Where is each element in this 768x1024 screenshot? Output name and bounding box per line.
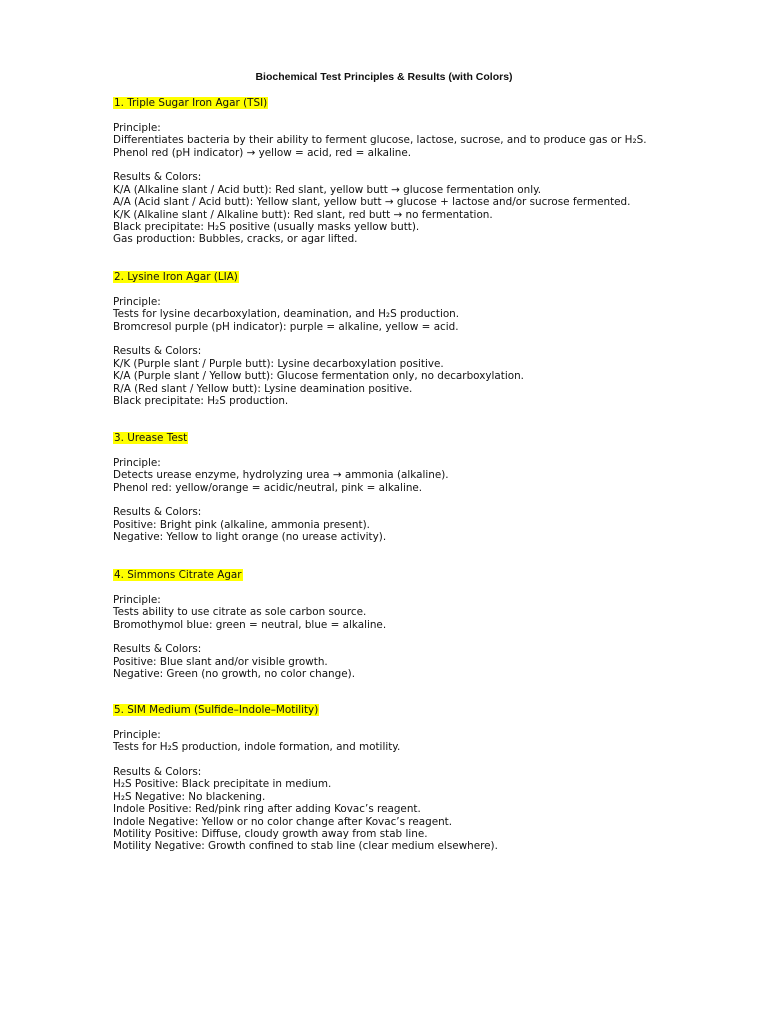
results-label: Results & Colors:	[113, 765, 202, 778]
result-line: Indole Negative: Yellow or no color change after Kovac’s reagent.	[113, 815, 453, 828]
result-line: Positive: Blue slant and/or visible growth.	[113, 655, 328, 668]
principle-label: Principle:	[113, 456, 161, 469]
result-line: K/K (Alkaline slant / Alkaline butt): Red slant, red butt → no fermentation.	[113, 208, 493, 221]
section-heading: 3. Urease Test	[114, 432, 188, 444]
section-citrate	[113, 569, 713, 681]
result-line: Motility Negative: Growth confined to stab line (clear medium elsewhere).	[113, 840, 498, 853]
result-line: K/A (Alkaline slant / Acid butt): Red slant, yellow butt → glucose fermentation only.	[113, 183, 542, 196]
section-sim	[113, 704, 713, 853]
result-line: Negative: Yellow to light orange (no urease activity).	[113, 531, 387, 544]
principle-label: Principle:	[113, 728, 161, 741]
results-label: Results & Colors:	[113, 506, 202, 519]
result-line: Indole Positive: Red/pink ring after adding Kovac’s reagent.	[113, 803, 421, 816]
section-urease	[113, 432, 713, 544]
result-line: K/A (Purple slant / Yellow butt): Glucose fermentation only, no decarboxylation.	[113, 370, 524, 383]
results-label: Results & Colors:	[113, 643, 202, 656]
results-label: Results & Colors:	[113, 171, 202, 184]
principle-line: Phenol red (pH indicator) → yellow = acid, red = alkaline.	[113, 146, 412, 159]
principle-line: Tests for lysine decarboxylation, deamination, and H₂S production.	[113, 308, 460, 321]
principle-line: Bromcresol purple (pH indicator): purple = alkaline, yellow = acid.	[113, 320, 459, 333]
section-heading: 4. Simmons Citrate Agar	[114, 569, 242, 581]
section-heading: 5. SIM Medium (Sulfide–Indole–Motility)	[114, 704, 319, 716]
section-heading: 1. Triple Sugar Iron Agar (TSI)	[114, 97, 268, 109]
principle-line: Detects urease enzyme, hydrolyzing urea → ammonia (alkaline).	[113, 469, 449, 482]
result-line: R/A (Red slant / Yellow butt): Lysine deamination positive.	[113, 382, 413, 395]
result-line: K/K (Purple slant / Purple butt): Lysine decarboxylation positive.	[113, 357, 444, 370]
document-title: Biochemical Test Principles & Results (with Colors)	[255, 71, 513, 83]
result-line: Gas production: Bubbles, cracks, or agar lifted.	[113, 233, 358, 246]
result-line: H₂S Negative: No blackening.	[113, 790, 266, 803]
section-lia	[113, 271, 713, 407]
result-line: Positive: Bright pink (alkaline, ammonia present).	[113, 518, 370, 531]
results-label: Results & Colors:	[113, 345, 202, 358]
principle-line: Tests ability to use citrate as sole carbon source.	[113, 606, 367, 619]
result-line: H₂S Positive: Black precipitate in medium.	[113, 778, 332, 791]
principle-line: Differentiates bacteria by their ability to ferment glucose, lactose, sucrose, and to produce gas or H₂S.	[113, 134, 647, 147]
result-line: Motility Positive: Diffuse, cloudy growth away from stab line.	[113, 827, 428, 840]
result-line: Negative: Green (no growth, no color change).	[113, 668, 355, 681]
result-line: Black precipitate: H₂S positive (usually masks yellow butt).	[113, 220, 420, 233]
principle-line: Bromothymol blue: green = neutral, blue = alkaline.	[113, 618, 387, 631]
principle-label: Principle:	[113, 295, 161, 308]
result-line: A/A (Acid slant / Acid butt): Yellow slant, yellow butt → glucose + lactose and/or sucrose fermented.	[113, 196, 631, 209]
result-line: Black precipitate: H₂S production.	[113, 394, 289, 407]
principle-label: Principle:	[113, 593, 161, 606]
section-heading: 2. Lysine Iron Agar (LIA)	[114, 271, 238, 283]
section-tsi	[113, 97, 713, 246]
principle-label: Principle:	[113, 121, 161, 134]
principle-line: Phenol red: yellow/orange = acidic/neutral, pink = alkaline.	[113, 481, 423, 494]
principle-line: Tests for H₂S production, indole formation, and motility.	[113, 741, 401, 754]
